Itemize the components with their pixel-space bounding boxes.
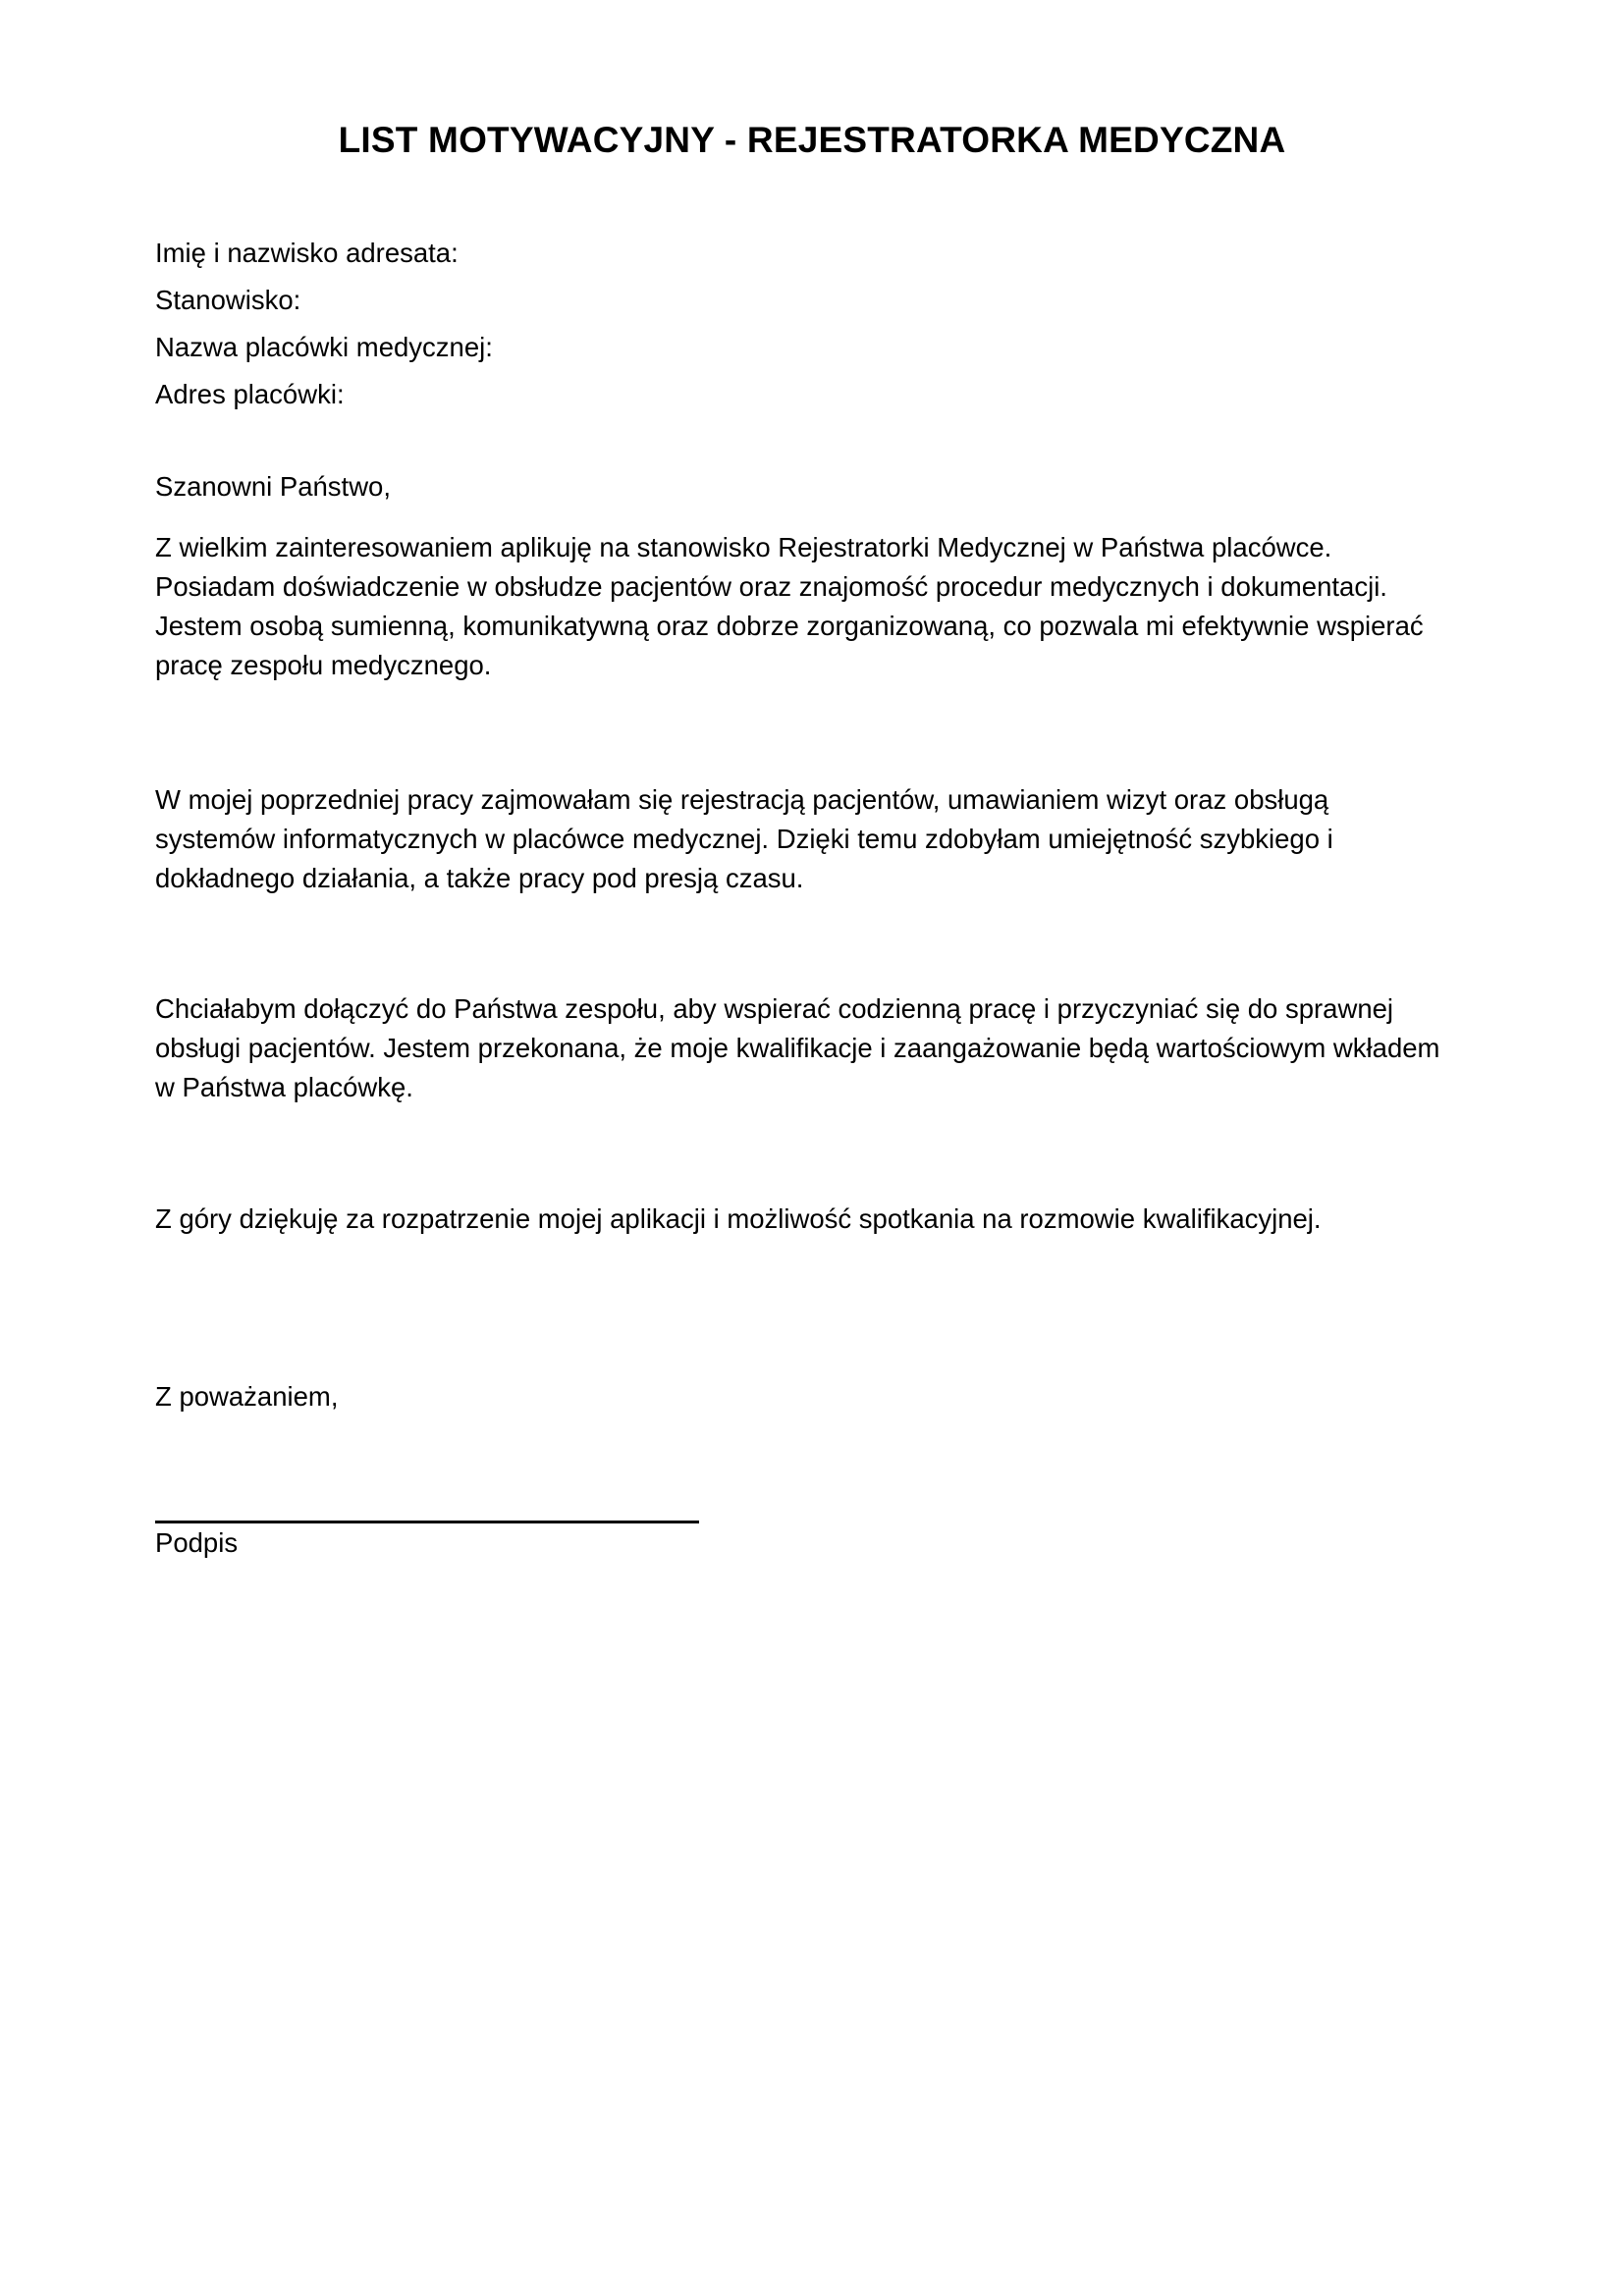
paragraph-line: Chciałabym dołączyć do Państwa zespołu, aby wspierać codzienną pracę i przyczyniać się do sprawnej	[155, 993, 1394, 1024]
document-title: LIST MOTYWACYJNY - REJESTRATORKA MEDYCZNA	[338, 120, 1286, 160]
paragraph-line: dokładnego działania, a także pracy pod presją czasu.	[155, 863, 804, 893]
paragraph-line: Jestem osobą sumienną, komunikatywną oraz dobrze zorganizowaną, co pozwala mi efektywnie wspierać	[155, 611, 1424, 641]
paragraph-line: w Państwa placówkę.	[155, 1072, 413, 1102]
paragraph-line: systemów informatycznych w placówce medycznej. Dzięki temu zdobyłam umiejętność szybkiego i	[155, 824, 1333, 854]
paragraph-line: Posiadam doświadczenie w obsłudze pacjentów oraz znajomość procedur medycznych i dokumentacji.	[155, 571, 1387, 602]
paragraph-intro	[155, 528, 1490, 685]
paragraph-line: Z góry dziękuję za rozpatrzenie mojej aplikacji i możliwość spotkania na rozmowie kwalifikacyjnej.	[155, 1203, 1322, 1234]
facility-address-field: Adres placówki:	[155, 379, 345, 409]
closing: Z poważaniem,	[155, 1381, 339, 1412]
paragraph-line: pracę zespołu medycznego.	[155, 650, 492, 680]
facility-name-field: Nazwa placówki medycznej:	[155, 332, 493, 362]
paragraph-experience	[155, 780, 1490, 898]
paragraph-line: obsługi pacjentów. Jestem przekonana, że moje kwalifikacje i zaangażowanie będą wartościowym wkładem	[155, 1033, 1440, 1063]
paragraph-thanks	[155, 1200, 1490, 1239]
recipient-name-field: Imię i nazwisko adresata:	[155, 238, 459, 268]
signature-label: Podpis	[155, 1527, 239, 1558]
salutation: Szanowni Państwo,	[155, 471, 391, 502]
paragraph-motivation	[155, 989, 1490, 1107]
paragraph-line: Z wielkim zainteresowaniem aplikuję na stanowisko Rejestratorki Medycznej w Państwa placówce.	[155, 532, 1332, 562]
position-field: Stanowisko:	[155, 285, 301, 315]
paragraph-line: W mojej poprzedniej pracy zajmowałam się rejestracją pacjentów, umawianiem wizyt oraz obsługą	[155, 784, 1329, 815]
